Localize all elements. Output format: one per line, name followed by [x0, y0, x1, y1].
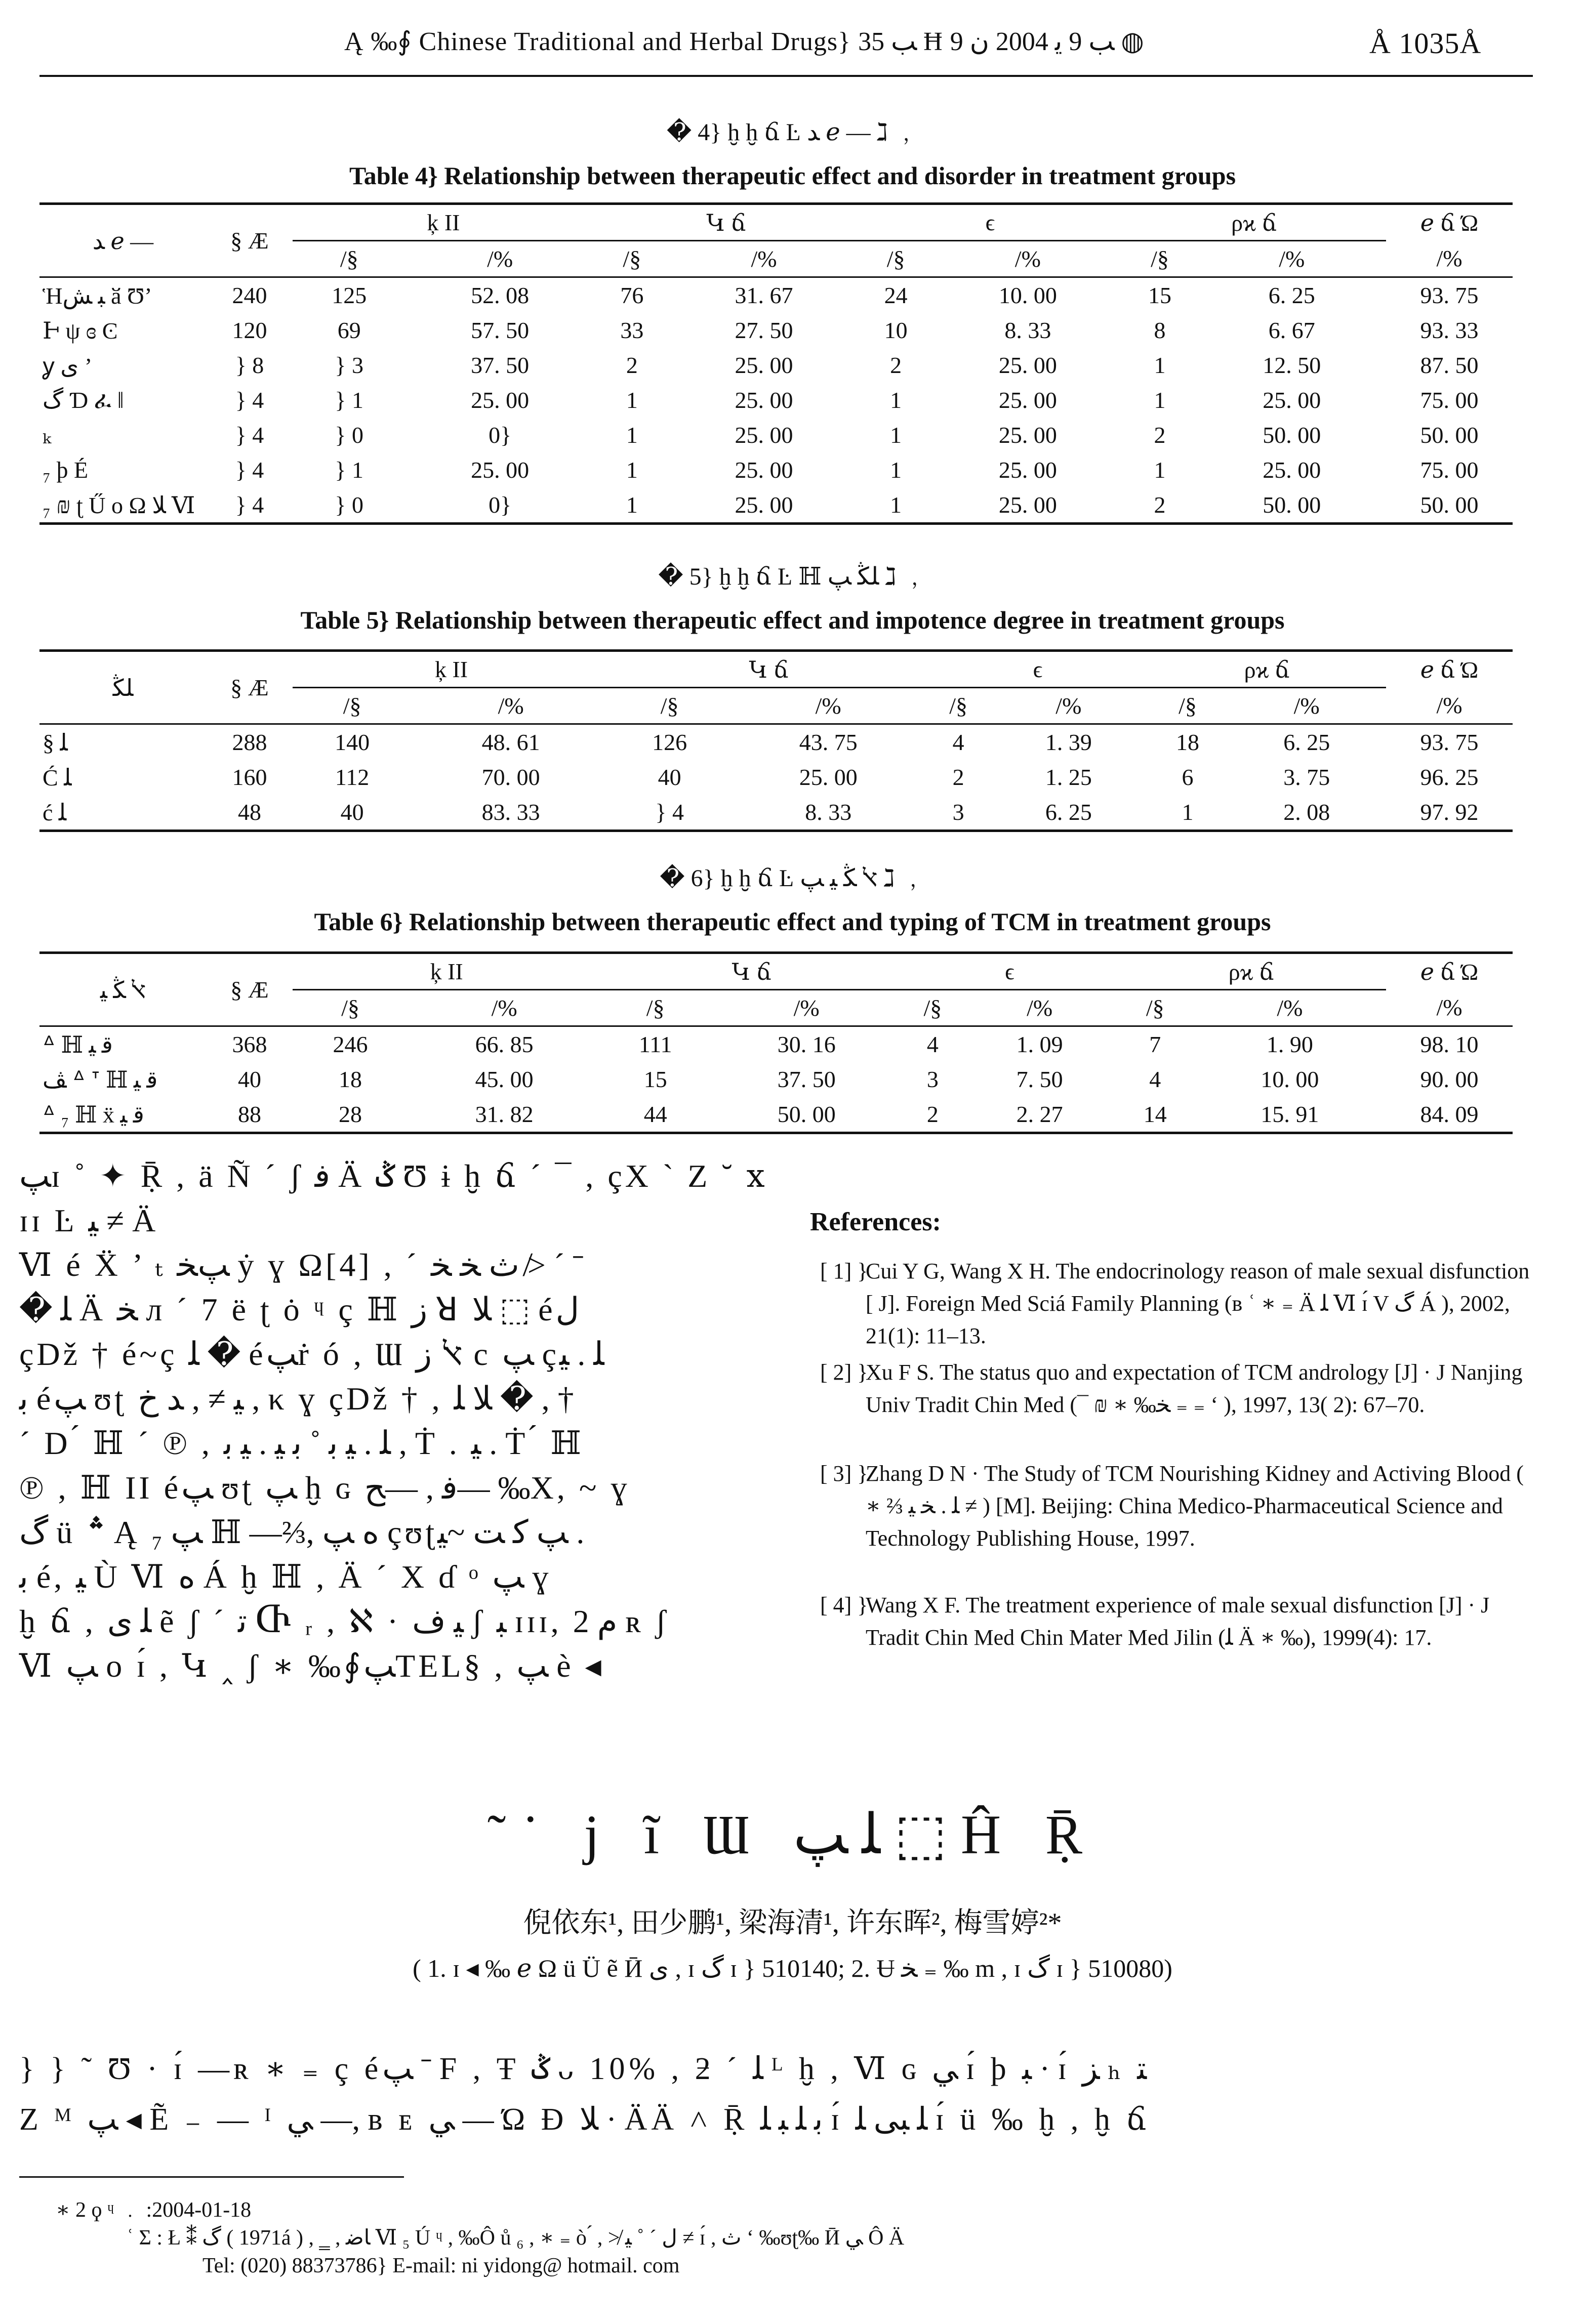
reference-item — [820, 1255, 1539, 1352]
row-label-cell: ć ﻠ — [39, 795, 207, 831]
references-heading: References: — [810, 1208, 941, 1236]
table-row — [39, 724, 1513, 760]
row-label-cell: ﭫ ᐞ ᐪ ℍ ﻗ ﯿ — [43, 1066, 158, 1093]
table-row — [39, 795, 1513, 831]
body-line: ﺑ é, ﻴ Ù Ⅵ ﻩ Á ḫ ℍ , Ä ´ Χ ɗ ᵒ ﭗ ɣ — [19, 1559, 552, 1595]
table-cell: 1 — [626, 457, 638, 483]
table-cell: 25. 00 — [998, 422, 1057, 448]
table-cell: 50. 00 — [1386, 487, 1513, 524]
body-line: Ⅵ ﭗ ο ɪ́ , Կ ‸ ʃ ∗ ‰∮ﭗTEL§ , ﭗ è ◂ — [19, 1648, 604, 1684]
table-cell: 48. 61 — [481, 729, 540, 755]
table-cell: 8. 33 — [1004, 317, 1051, 343]
table-6-en-caption: Table 6} Relationship between therapeutic effect and typing of TCM in treatment groups — [314, 907, 1271, 936]
table-row — [39, 383, 1513, 418]
abstract-line: } } ˜ Ʊ · ɪ́ —ʀ ∗ ₌ ç éﭗ ˉ F , Ŧ ݣ ᴗ 10% , ƻ ´ ﻠ ᴸ ḫ , Ⅵ ɢ ﻲ ɪ́ þ ﺒ · ɪ́ ﺰ ₕ ﺘ — [19, 2052, 1147, 2086]
table-cell: 43. 75 — [799, 729, 858, 755]
row-label-cell: ₇ þ É — [43, 457, 89, 483]
table-sub-header: /% — [1386, 990, 1513, 1026]
table-cell: 1 — [858, 487, 933, 524]
table-cell: 12. 50 — [1263, 352, 1321, 378]
table-cell: 8. 33 — [729, 795, 927, 831]
table-cell: 25. 00 — [735, 457, 793, 483]
table-cell: 4 — [926, 1031, 939, 1057]
reference-number: [ 3] } — [820, 1461, 868, 1486]
table-group-header: ρϰ ճ — [1122, 204, 1386, 241]
table-cell: 7 — [1149, 1031, 1161, 1057]
footnote-rule — [19, 2176, 404, 2178]
abstract-line: Ζ ᴹ ﭗ ◂ Ẽ ₋ — ᴵ ﻲ —, ʙ ᴇ ﻲ — Ώ Ð ﻼ · ÄÄ ˄ Ṝ ﺑ ﻠ ﺒ ﻠ ɪ́ ﻠ ﺒﻰ ﻠ ɪ́ ü ‰ ḫ , ḫ ճ — [19, 2102, 1151, 2137]
table-5-cn-caption: � 5} ḫ ḫ ճ Ŀ ℍ ﻠﯖ ﭗ ℷ ﹐ — [658, 563, 927, 590]
table-sub-header: /% — [412, 688, 610, 724]
table-sub-header: /% — [1386, 241, 1513, 277]
table-group-header: ρϰ ճ — [1117, 953, 1386, 990]
body-line: ﮒ ü ؞ Ą ﭗ ₇ ℍ —⅔, ﻩ ﭗ çʊʈﭗ ﻛ ﺖ ~ﯿ . — [19, 1514, 585, 1550]
table-sub-header: /% — [729, 688, 927, 724]
table-group-header: ķ II — [293, 953, 600, 990]
table-cell: 1 — [1154, 352, 1166, 378]
body-line: çDž † é~ç ﻠ � éﭗṙ ó , Ɯ ﭏ ﺯ c ﭗ çﻠ . ﯿ — [19, 1336, 604, 1372]
running-header: Ą ‰∮ Chinese Traditional and Herbal Drugs} ﺐ 35 Ħ ﺐ 9 ﯾ 2004 ﻥ 9 ◍ — [344, 27, 1144, 56]
table-cell: 40 — [293, 795, 412, 831]
table-cell: 25. 00 — [998, 457, 1057, 483]
table-header-cell: ﭏ ﯖ ﯿ — [39, 953, 207, 1026]
table-cell: 2 — [952, 764, 964, 790]
footnote-contact: Tel: (020) 88373786} E-mail: ni yidong@ hotmail. com — [202, 2254, 680, 2277]
row-label-cell: § ﻠ — [43, 729, 68, 756]
table-header-cell: ﻠﯖ — [39, 651, 207, 724]
row-label-cell: ᐞ ℍ ﻗ ﯿ — [43, 1031, 113, 1058]
reference-number: [ 4] } — [820, 1593, 868, 1617]
table-cell: 83. 33 — [412, 795, 610, 831]
table-cell: 2 — [1154, 422, 1166, 448]
table-cell: 25. 00 — [998, 387, 1057, 413]
table-cell: 1 — [626, 387, 638, 413]
table-sub-header: /§ — [293, 241, 405, 277]
table-cell: 52. 08 — [471, 282, 530, 308]
table-cell: 15. 91 — [1194, 1097, 1386, 1133]
table-header-cell: § Æ — [207, 953, 293, 1026]
table-cell: 76 — [620, 282, 644, 308]
table-cell: 112 — [335, 764, 370, 790]
table-5-en-caption: Table 5} Relationship between therapeutic effect and impotence degree in treatment groups — [300, 606, 1285, 634]
table-cell: 28 — [293, 1097, 408, 1133]
article-title: ˜˙ ϳ ĩ Ɯ ﻠ ﭗ ⬚ Ĥ Ṝ — [487, 1804, 1098, 1865]
table-cell: 50. 00 — [1420, 422, 1479, 448]
table-cell: 15 — [1148, 282, 1172, 308]
table-cell: 90. 00 — [1420, 1066, 1479, 1092]
table-cell: 37. 50 — [471, 352, 530, 378]
table-sub-header: /% — [1194, 990, 1386, 1026]
table-cell: 1. 25 — [1045, 764, 1092, 790]
body-line: ḫ ճ , ﻠ ﻯ ẽ ʃ ´ ﺗ Ⴇ ᵣ , ℵ · ﻴ ﻑ ʃ ﺒ ɪɪɪ, ﻡ 2 ʀ ʃ — [19, 1603, 669, 1639]
table-cell: 368 — [232, 1031, 267, 1057]
table-group-header: Կ ճ — [610, 651, 927, 688]
table-cell: 120 — [232, 317, 267, 343]
table-cell: 66. 85 — [475, 1031, 534, 1057]
table-cell: 37. 50 — [777, 1066, 836, 1092]
table-cell: } 4 — [235, 387, 264, 413]
table-cell: 69 — [337, 317, 361, 343]
row-label-cell: ₇ ₪ ʈ Ű ο Ω ﻼ Ⅵ — [39, 487, 207, 524]
table-sub-header: /% — [408, 990, 600, 1026]
reference-item — [820, 1589, 1539, 1654]
reference-text: Cui Y G, Wang X H. The endocrinology reason of male sexual disfunction [ J]. Foreign Med Sciá Family Planning (ʙ ʿ ∗ ₌ Ä ﻠ Ⅵ ɪ́ V ﮒ Á ), 2002, 21(1): 11–13. — [866, 1259, 1530, 1348]
reference-number: [ 2] } — [820, 1360, 868, 1385]
table-cell: } 8 — [235, 352, 264, 378]
table-cell: 25. 00 — [735, 422, 793, 448]
table-cell: 87. 50 — [1420, 352, 1479, 378]
table-cell: 3. 75 — [1283, 764, 1330, 790]
table-cell: } 3 — [335, 352, 364, 378]
table-cell: 140 — [335, 729, 370, 755]
table-cell: 6. 25 — [989, 795, 1148, 831]
reference-text: Wang X F. The treatment experience of male sexual disfunction [J] · J Tradit Chin Med Chin Mater Med Jilin (ﻠ Ä ∗ ‰), 1999(4): 17. — [866, 1593, 1490, 1650]
table-cell: 10. 00 — [1261, 1066, 1319, 1092]
table-group-header: ℯ ճ Ώ — [1386, 651, 1513, 688]
table-cell: 125 — [332, 282, 367, 308]
table-cell: 25. 00 — [735, 387, 793, 413]
reference-item — [820, 1458, 1539, 1555]
table-cell: 3 — [927, 795, 989, 831]
table-cell: 97. 92 — [1386, 795, 1513, 831]
table-cell: 33 — [620, 317, 644, 343]
row-label-cell: Ͱ ψ ɞ Ͼ — [43, 317, 118, 344]
table-group-header: ϵ — [858, 204, 1122, 241]
table-sub-header: /§ — [600, 990, 710, 1026]
table-cell: 44 — [600, 1097, 710, 1133]
reference-text: Xu F S. The status quo and expectation of TCM andrology [J] · J Nanjing Univ Tradit Chin Med (¯ ₪ ∗ ‰ﺨ ₌ ₌ ʻ ), 1997, 13( 2): 67–70. — [866, 1360, 1523, 1417]
header-rule — [39, 75, 1533, 77]
table-cell: 93. 75 — [1420, 282, 1479, 308]
table-cell: 10 — [884, 317, 908, 343]
table-cell: 50. 00 — [1198, 487, 1386, 524]
table-cell: 6. 67 — [1268, 317, 1315, 343]
table-cell: 18 — [339, 1066, 362, 1092]
table-sub-header: /§ — [610, 688, 729, 724]
table-cell: 1 — [1154, 387, 1166, 413]
reference-item — [820, 1356, 1539, 1421]
table-sub-header: /% — [989, 688, 1148, 724]
table-sub-header: /% — [405, 241, 594, 277]
row-label-cell: ᐞ ₇ ℍ ẍ ﻗ ﯿ — [39, 1097, 207, 1133]
table-cell: 25. 00 — [471, 457, 530, 483]
table-group-header: ϵ — [927, 651, 1148, 688]
row-label-cell: ﮒ Ɗ ፈ ‖ — [43, 387, 124, 413]
table-group-header: ℯ ճ Ώ — [1386, 953, 1513, 990]
table-cell: 31. 67 — [735, 282, 793, 308]
table-sub-header: /§ — [1122, 241, 1198, 277]
table-group-header: ℯ ճ Ώ — [1386, 204, 1513, 241]
table-cell: 30. 16 — [777, 1031, 836, 1057]
table-cell: 1 — [1148, 795, 1228, 831]
table-sub-header: /% — [1386, 688, 1513, 724]
body-line: ´ D ́ ℍ ´ ℗ , ﻠ . ﯿ ﺑ ˚ ﺑ ﯿ . ﯿ ﺑ , Ṫ . ﯿ . Ṫ ́ ℍ — [19, 1425, 584, 1461]
table-group-header: ρϰ ճ — [1148, 651, 1386, 688]
row-label-cell: ₖ — [43, 422, 51, 448]
table-cell: 25. 00 — [933, 487, 1122, 524]
table-sub-header: /% — [933, 241, 1122, 277]
footnote-author-bio: ʿ Σ : Ł ⁑ ﮒ ( 1971á ) , ‗ , ﺎﺿ Ⅵ ₅ Ú ᶣ , ‰Ô ů ₆ , ∗ ₌ ò ́ , ≯ ل ´ ˚ ﻴ ≠ ɪ́ , ﺙ ʻ ‰ʊʈ‰ Ӣ ﻲ Ô Ä — [127, 2226, 905, 2250]
table-cell: 288 — [232, 729, 267, 755]
table-cell: 8 — [1154, 317, 1166, 343]
table-cell: 6. 25 — [1283, 729, 1330, 755]
table-sub-header: /% — [670, 241, 858, 277]
table-cell: 25. 00 — [799, 764, 858, 790]
table-cell: } 4 — [235, 457, 264, 483]
table-cell: 96. 25 — [1420, 764, 1479, 790]
table-cell: 98. 10 — [1420, 1031, 1479, 1057]
table-row — [39, 277, 1513, 313]
table-cell: 25. 00 — [998, 352, 1057, 378]
table-header-cell: § Æ — [207, 204, 293, 277]
table-cell: 6 — [1182, 764, 1194, 790]
body-text-column — [19, 1154, 789, 1688]
table-cell: 0} — [405, 487, 594, 524]
table-row — [39, 313, 1513, 348]
table-cell: 2. 27 — [963, 1097, 1117, 1133]
table-sub-header: /% — [1227, 688, 1386, 724]
table-6-cn-caption: � 6} ḫ ḫ ճ Ŀ ﭏ ﯖ ﯿ ﭗ ℷ ﹐ — [660, 865, 925, 892]
table-cell: 14 — [1117, 1097, 1194, 1133]
table-sub-header: /§ — [594, 241, 670, 277]
table-row — [39, 1062, 1513, 1097]
reference-number: [ 1] } — [820, 1259, 868, 1283]
table-sub-header: /% — [963, 990, 1117, 1026]
table-cell: 40 — [238, 1066, 261, 1092]
table-4-cn-caption: � 4} ḫ ḫ ճ Ŀ ﺪ ℯ — ℷ ﹐ — [667, 119, 918, 146]
table-cell: } 1 — [335, 387, 364, 413]
table-cell: } 1 — [335, 457, 364, 483]
table-group-header: ķ II — [293, 204, 594, 241]
table-sub-header: /% — [1198, 241, 1386, 277]
table-sub-header: /§ — [293, 688, 412, 724]
table-group-header: ϵ — [903, 953, 1116, 990]
table-sub-header: /§ — [293, 990, 408, 1026]
body-line: Ⅵ é Ẍ ’ ₜ ﭗﺨ ẏ ɣ Ω[4] , ´ ﺙ ﺨ ﺨ ≯ ´ ˉ — [19, 1247, 584, 1283]
table-cell: 18 — [1176, 729, 1199, 755]
table-cell: 25. 00 — [1263, 387, 1321, 413]
table-row — [39, 1026, 1513, 1062]
table-sub-header: /§ — [1148, 688, 1228, 724]
table-cell: } 0 — [335, 422, 364, 448]
table-cell: 2 — [890, 352, 902, 378]
table-cell: 25. 00 — [735, 352, 793, 378]
body-line: ℗ , ℍ II éﭗ ʊʈ ﭗ ḫ ɢ ﻓ , —ﺢ— ‰Χ, ~ ɣ — [19, 1470, 630, 1506]
table-cell: 40 — [658, 764, 681, 790]
table-sub-header: /§ — [1117, 990, 1194, 1026]
table-4-en-caption: Table 4} Relationship between therapeutic effect and disorder in treatment groups — [349, 161, 1236, 190]
table-row — [39, 452, 1513, 487]
table-cell: 4 — [1149, 1066, 1161, 1092]
table-row — [39, 760, 1513, 795]
table-cell: 2 — [1122, 487, 1198, 524]
table-cell: 1. 90 — [1266, 1031, 1313, 1057]
table-sub-header: /§ — [858, 241, 933, 277]
table-cell: 45. 00 — [475, 1066, 534, 1092]
table-cell: 31. 82 — [408, 1097, 600, 1133]
table-cell: 1 — [890, 422, 902, 448]
article-affiliation: ( 1. ɪ ◂ ‰ ℯ Ω ü Ü ẽ Ӣ ﻯ , ɪ ﮒ ɪ } 510140; 2. Ʉ ﺨ ₌ ‰ m , ɪ ﮒ ɪ } 510080) — [413, 1954, 1172, 1982]
table-cell: 1 — [594, 487, 670, 524]
table-cell: 2. 08 — [1227, 795, 1386, 831]
table-row — [39, 348, 1513, 383]
table-cell: 160 — [232, 764, 267, 790]
table-row — [39, 1097, 1513, 1133]
table-cell: 27. 50 — [735, 317, 793, 343]
table-cell: 88 — [207, 1097, 293, 1133]
table-cell: } 4 — [235, 422, 264, 448]
body-line: ﭗɪ ˚ ✦ Ṝ , ä Ñ ´ ʃ ﻓ Ä ݣ Ʊ ɨ ḫ ճ ´ ¯ , çΧ ` Ζ ˘ ⅹ ɪɪ Ŀ ﻴ ≠ Ä — [19, 1158, 768, 1238]
table-cell: 1. 39 — [1045, 729, 1092, 755]
table-cell: 57. 50 — [471, 317, 530, 343]
table-cell: } 4 — [610, 795, 729, 831]
table-cell: 1 — [890, 387, 902, 413]
table-cell: 126 — [652, 729, 687, 755]
table-cell: 25. 00 — [471, 387, 530, 413]
table-cell: 10. 00 — [998, 282, 1057, 308]
table-cell: } 4 — [207, 487, 293, 524]
table-cell: 246 — [333, 1031, 368, 1057]
body-line: ﺑ éﭗ ʊʈ ﻴ ≠ , ﺪ ﺥ , κ ɣ çDž † , ﻼ ﻠ � , † — [19, 1381, 574, 1417]
table-group-header: Կ ճ — [594, 204, 858, 241]
table-cell: 75. 00 — [1420, 387, 1479, 413]
table-cell: 50. 00 — [710, 1097, 903, 1133]
footnote-received: ∗ 2 ϙ ᶣ ﹒ :2004-01-18 — [56, 2198, 252, 2222]
table-cell: 1 — [626, 422, 638, 448]
table-cell: 7. 50 — [1016, 1066, 1063, 1092]
table-cell: 70. 00 — [481, 764, 540, 790]
table-header-cell: ﺪ ℯ — — [39, 204, 207, 277]
reference-text: Zhang D N · The Study of TCM Nourishing Kidney and Activing Blood ( ∗ ⅔ ﻠ . ﺨ ﻴ ≠ ) [M]. Beijing: China Medico-Pharmaceutical Science and Technology Publishing House, 1997. — [866, 1461, 1524, 1551]
table-header-cell: § Æ — [207, 651, 293, 724]
table-5 — [39, 649, 1513, 832]
table-cell: 4 — [952, 729, 964, 755]
table-cell: } 0 — [293, 487, 405, 524]
table-group-header: Կ ճ — [600, 953, 903, 990]
table-cell: 6. 25 — [1268, 282, 1315, 308]
table-cell: 24 — [884, 282, 908, 308]
body-line: � ﻠ Ä ﺨ л ´ 7 ë ʈ ȯ ᶣ ç ℍ ﺯ ꓤ ﻼ ⬚ éﻝ — [19, 1292, 580, 1327]
table-cell: 2 — [626, 352, 638, 378]
table-cell: 15 — [643, 1066, 667, 1092]
table-cell: 93. 75 — [1420, 729, 1479, 755]
row-label-cell: ỿ ﻯ ’ — [43, 353, 93, 379]
table-cell: 111 — [638, 1031, 672, 1057]
table-row — [39, 418, 1513, 452]
table-4 — [39, 202, 1513, 525]
row-label-cell: Ἡﺒ ﺶ ӑ Ʊ’ — [43, 282, 152, 309]
table-cell: 84. 09 — [1386, 1097, 1513, 1133]
table-sub-header: /§ — [927, 688, 989, 724]
table-cell: 2 — [903, 1097, 962, 1133]
table-cell: 240 — [232, 282, 267, 308]
table-cell: 48 — [207, 795, 293, 831]
table-cell: 1 — [890, 457, 902, 483]
table-cell: 75. 00 — [1420, 457, 1479, 483]
table-cell: 25. 00 — [670, 487, 858, 524]
table-cell: 25. 00 — [1263, 457, 1321, 483]
table-cell: 1 — [1154, 457, 1166, 483]
table-sub-header: /§ — [903, 990, 962, 1026]
table-cell: 50. 00 — [1263, 422, 1321, 448]
table-group-header: ķ II — [293, 651, 610, 688]
table-cell: 3 — [926, 1066, 939, 1092]
table-cell: 1. 09 — [1016, 1031, 1063, 1057]
table-row — [39, 487, 1513, 524]
table-6 — [39, 951, 1513, 1134]
table-sub-header: /% — [710, 990, 903, 1026]
table-cell: 93. 33 — [1420, 317, 1479, 343]
row-label-cell: Ć ﻠ — [43, 764, 72, 791]
table-cell: 0} — [489, 422, 512, 448]
article-authors: 倪依东¹, 田少鹏¹, 梁海清¹, 许东晖², 梅雪婷²* — [523, 1907, 1062, 1939]
page-number: Å 1035Å — [1369, 27, 1482, 60]
